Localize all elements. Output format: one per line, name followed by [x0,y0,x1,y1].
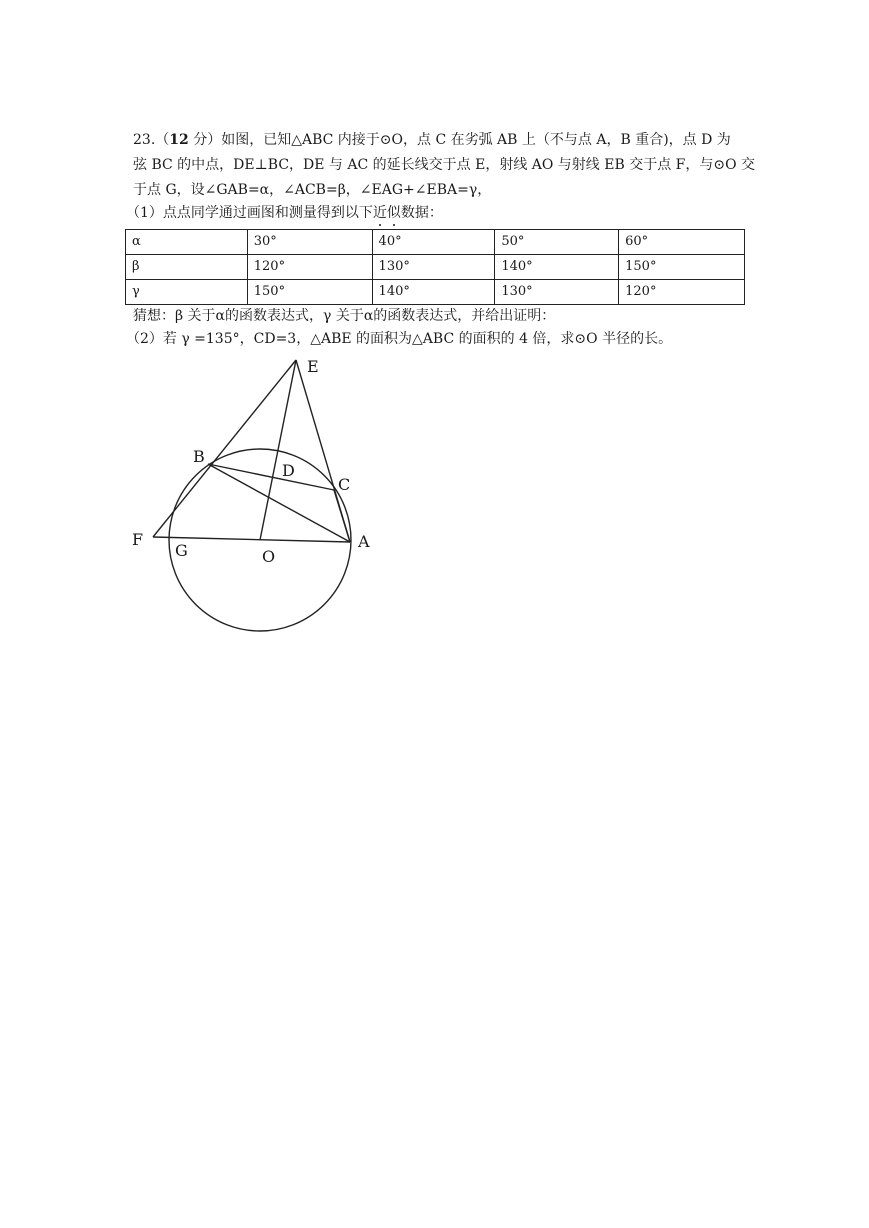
label-g: G [175,541,188,560]
problem-line-3: 于点 G，设∠GAB=α，∠ACB=β，∠EAG+∠EBA=γ， [133,182,492,198]
problem-line-1 [133,131,731,149]
table-cell: 130° [495,280,619,305]
label-d: D [282,461,295,480]
data-table [125,229,745,305]
emphasis-char-2: 似 [386,205,401,221]
problem-line-4 [126,204,443,222]
table-cell: α [126,230,248,255]
table-cell: 150° [619,255,745,280]
emphasis-char-1: 近 [372,205,387,221]
label-b: B [193,447,205,466]
table-cell: 30° [247,230,372,255]
label-c: C [338,475,351,494]
table-cell: 150° [247,280,372,305]
table-cell: γ [126,280,248,305]
table-cell: 120° [247,255,372,280]
label-e: E [307,357,319,376]
part-2-line: （2）若 γ =135°，CD=3，△ABE 的面积为△ABC 的面积的 4 倍，求⊙O 半径的长。 [126,331,673,347]
table-cell: β [126,255,248,280]
segment-fe [153,360,296,537]
table-row [126,280,745,305]
table-row [126,230,745,255]
table-cell: 60° [619,230,745,255]
problem-line-2: 弦 BC 的中点，DE⊥BC，DE 与 AC 的延长线交于点 E，射线 AO 与射线 EB 交于点 F，与⊙O 交 [133,157,756,173]
table-cell: 50° [495,230,619,255]
table-cell: 130° [372,255,495,280]
problem-points: 12 [169,132,189,148]
problem-line-1-text: 分）如图，已知△ABC 内接于⊙O，点 C 在劣弧 AB 上（不与点 A，B 重合)，点 D 为 [188,132,731,148]
table-cell: 140° [372,280,495,305]
table-row [126,255,745,280]
table-cell: 40° [372,230,495,255]
table-cell: 140° [495,255,619,280]
line-4-before: （1）点点同学通过画图和测量得到以下 [126,205,373,221]
segment-oe [260,360,296,540]
label-o: O [262,547,276,566]
paren-open: （ [155,132,170,148]
label-a: A [358,532,370,551]
geometry-figure [125,350,385,640]
table-cell: 120° [619,280,745,305]
problem-number: 23. [133,132,156,148]
segment-ba [208,464,350,542]
line-4-after: 数据： [400,205,443,221]
guess-line: 猜想：β 关于α的函数表达式，γ 关于α的函数表达式，并给出证明： [133,308,556,324]
label-f: F [132,530,144,549]
